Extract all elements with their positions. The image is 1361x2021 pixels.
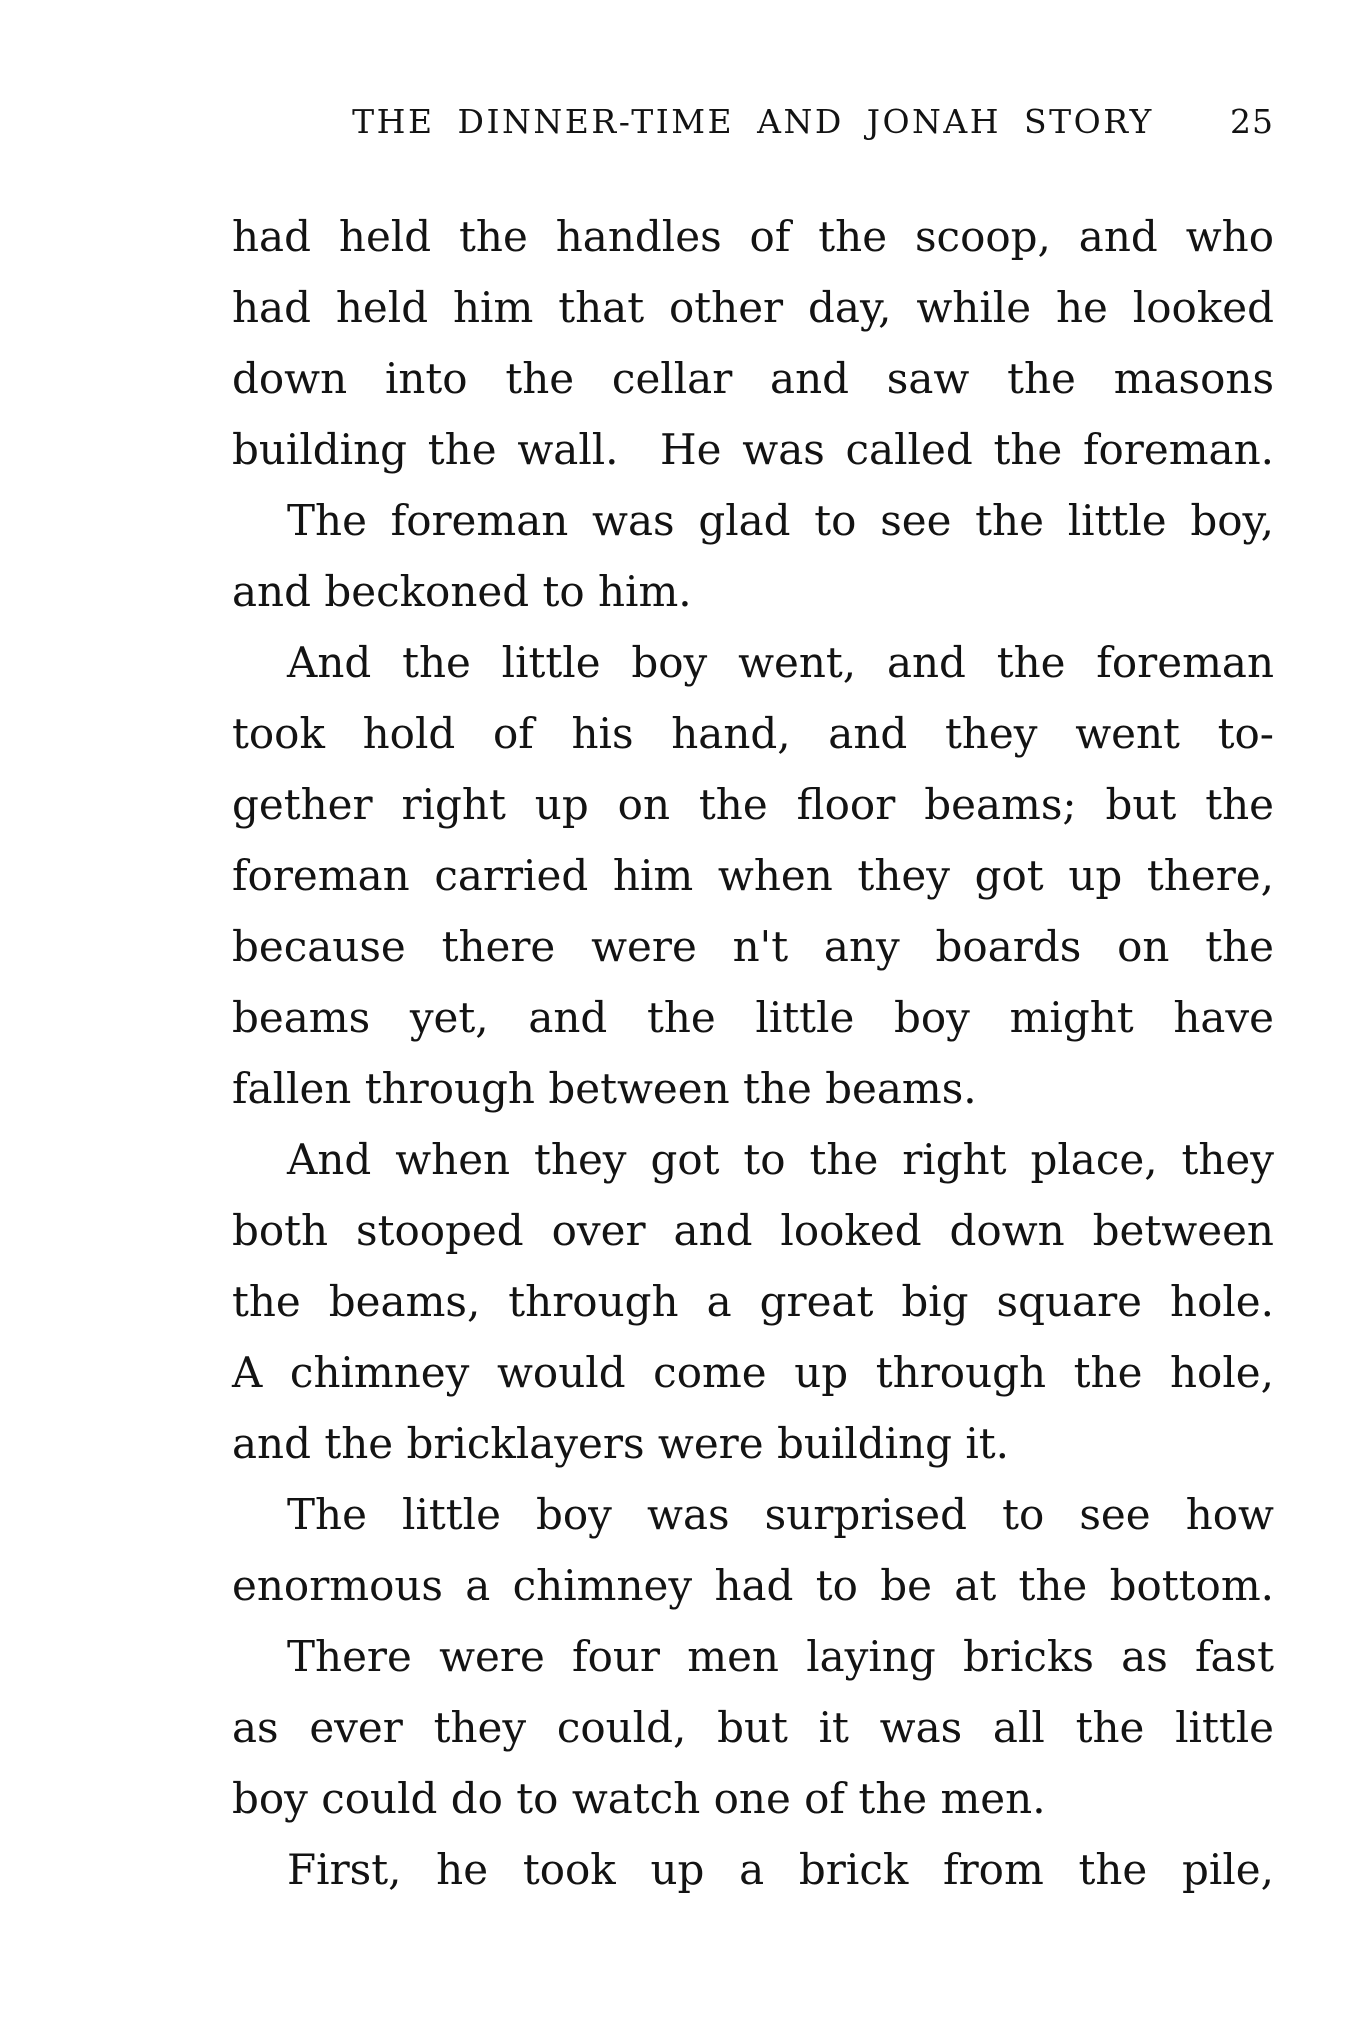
text-line: as ever they could, but it was all the little bbox=[232, 1703, 1274, 1752]
running-header-title: THE DINNER-TIME AND JONAH STORY bbox=[352, 102, 1154, 141]
text-line: the beams, through a great big square hole. bbox=[232, 1277, 1274, 1326]
text-line: First, he took up a brick from the pile, bbox=[287, 1845, 1274, 1894]
text-line: And when they got to the right place, they bbox=[287, 1135, 1274, 1184]
text-line: beams yet, and the little boy might have bbox=[232, 993, 1274, 1042]
text-line: enormous a chimney had to be at the bottom. bbox=[232, 1561, 1274, 1610]
text-line: A chimney would come up through the hole, bbox=[232, 1348, 1274, 1397]
text-line: had held the handles of the scoop, and who bbox=[232, 212, 1274, 261]
text-line: took hold of his hand, and they went to- bbox=[232, 709, 1274, 758]
running-header bbox=[232, 96, 1274, 148]
text-line: The foreman was glad to see the little boy, bbox=[287, 496, 1274, 545]
text-line: both stooped over and looked down between bbox=[232, 1206, 1274, 1255]
text-line: fallen through between the beams. bbox=[232, 1064, 977, 1113]
text-line: down into the cellar and saw the masons bbox=[232, 354, 1274, 403]
text-line: foreman carried him when they got up there, bbox=[232, 851, 1274, 900]
text-line: because there were n't any boards on the bbox=[232, 922, 1274, 971]
text-line: There were four men laying bricks as fast bbox=[287, 1632, 1274, 1681]
text-line: had held him that other day, while he looked bbox=[232, 283, 1274, 332]
page-number: 25 bbox=[1230, 102, 1274, 141]
text-line: boy could do to watch one of the men. bbox=[232, 1774, 1046, 1823]
text-line: building the wall. He was called the foreman. bbox=[232, 425, 1274, 474]
page-text bbox=[232, 201, 1274, 1905]
text-line: And the little boy went, and the foreman bbox=[287, 638, 1274, 687]
text-line: The little boy was surprised to see how bbox=[287, 1490, 1274, 1539]
text-line: gether right up on the floor beams; but the bbox=[232, 780, 1274, 829]
text-line: and the bricklayers were building it. bbox=[232, 1419, 1010, 1468]
text-line: and beckoned to him. bbox=[232, 567, 692, 616]
